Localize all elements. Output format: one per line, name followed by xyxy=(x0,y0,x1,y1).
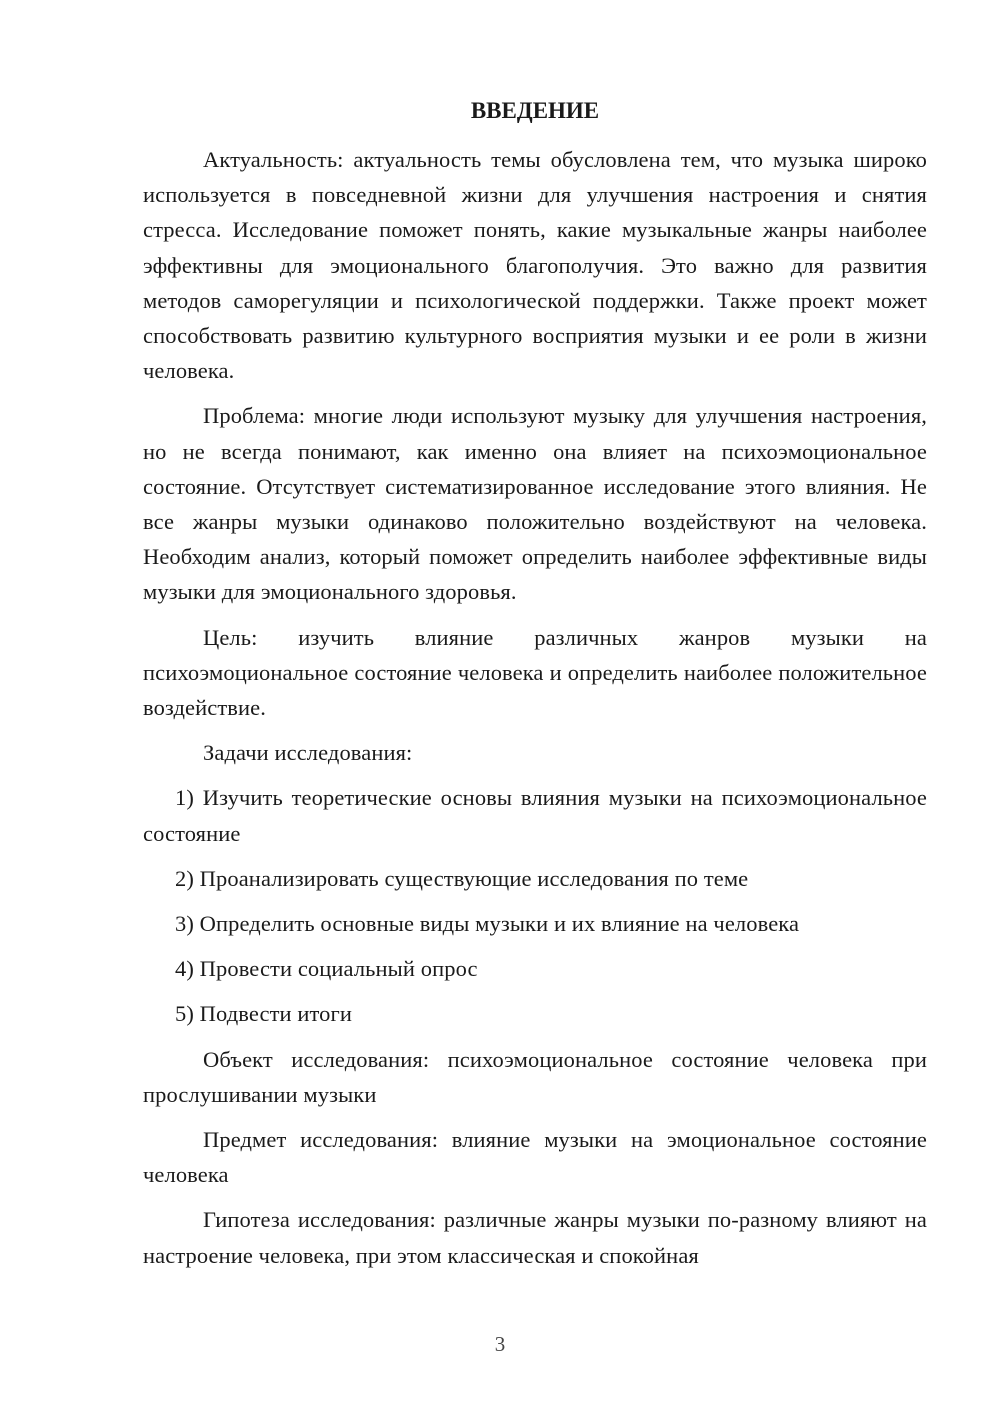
task-item-5: 5) Подвести итоги xyxy=(175,1001,352,1027)
paragraph-goal: Цель: изучить влияние различных жанров музыки на психоэмоциональное состояние человека и определить наиболее положительное воздействие. xyxy=(143,624,927,721)
task-item-3: 3) Определить основные виды музыки и их влияние на человека xyxy=(175,911,800,937)
paragraph-object: Объект исследования: психоэмоциональное состояние человека при прослушивании музыки xyxy=(143,1046,927,1107)
paragraph-problem: Проблема: многие люди используют музыку для улучшения настроения, но не всегда понимают, как именно она влияет на психоэмоциональное состояние. Отсутствует систематизированное исследование этого влияния. Не все жанры музыки одинаково положительно воздействуют на человека. Необходим анализ, который поможет определить наиболее эффективные виды музыки для эмоционального здоровья. xyxy=(143,403,927,605)
task-item-2: 2) Проанализировать существующие исследования по теме xyxy=(175,865,749,891)
paragraph-hypothesis: Гипотеза исследования: различные жанры музыки по-разному влияют на настроение человека, при этом классическая и спокойная xyxy=(143,1207,927,1268)
page-number: 3 xyxy=(494,1332,506,1356)
section-title: ВВЕДЕНИЕ xyxy=(470,98,600,123)
task-item-4: 4) Провести социальный опрос xyxy=(175,956,478,982)
document-body xyxy=(143,142,927,1283)
paragraph-subject: Предмет исследования: влияние музыки на эмоциональное состояние человека xyxy=(143,1127,927,1188)
paragraph-relevance: Актуальность: актуальность темы обусловлена тем, что музыка широко используется в повседневной жизни для улучшения настроения и снятия стресса. Исследование поможет понять, какие музыкальные жанры наиболее эффективны для эмоционального благополучия. Это важно для развития методов саморегуляции и психологической поддержки. Также проект может способствовать развитию культурного восприятия музыки и ее роли в жизни человека. xyxy=(143,147,927,384)
paragraph-tasks-heading: Задачи исследования: xyxy=(203,740,413,766)
task-item-1: 1) Изучить теоретические основы влияния музыки на психоэмоциональное состояние xyxy=(143,785,927,846)
